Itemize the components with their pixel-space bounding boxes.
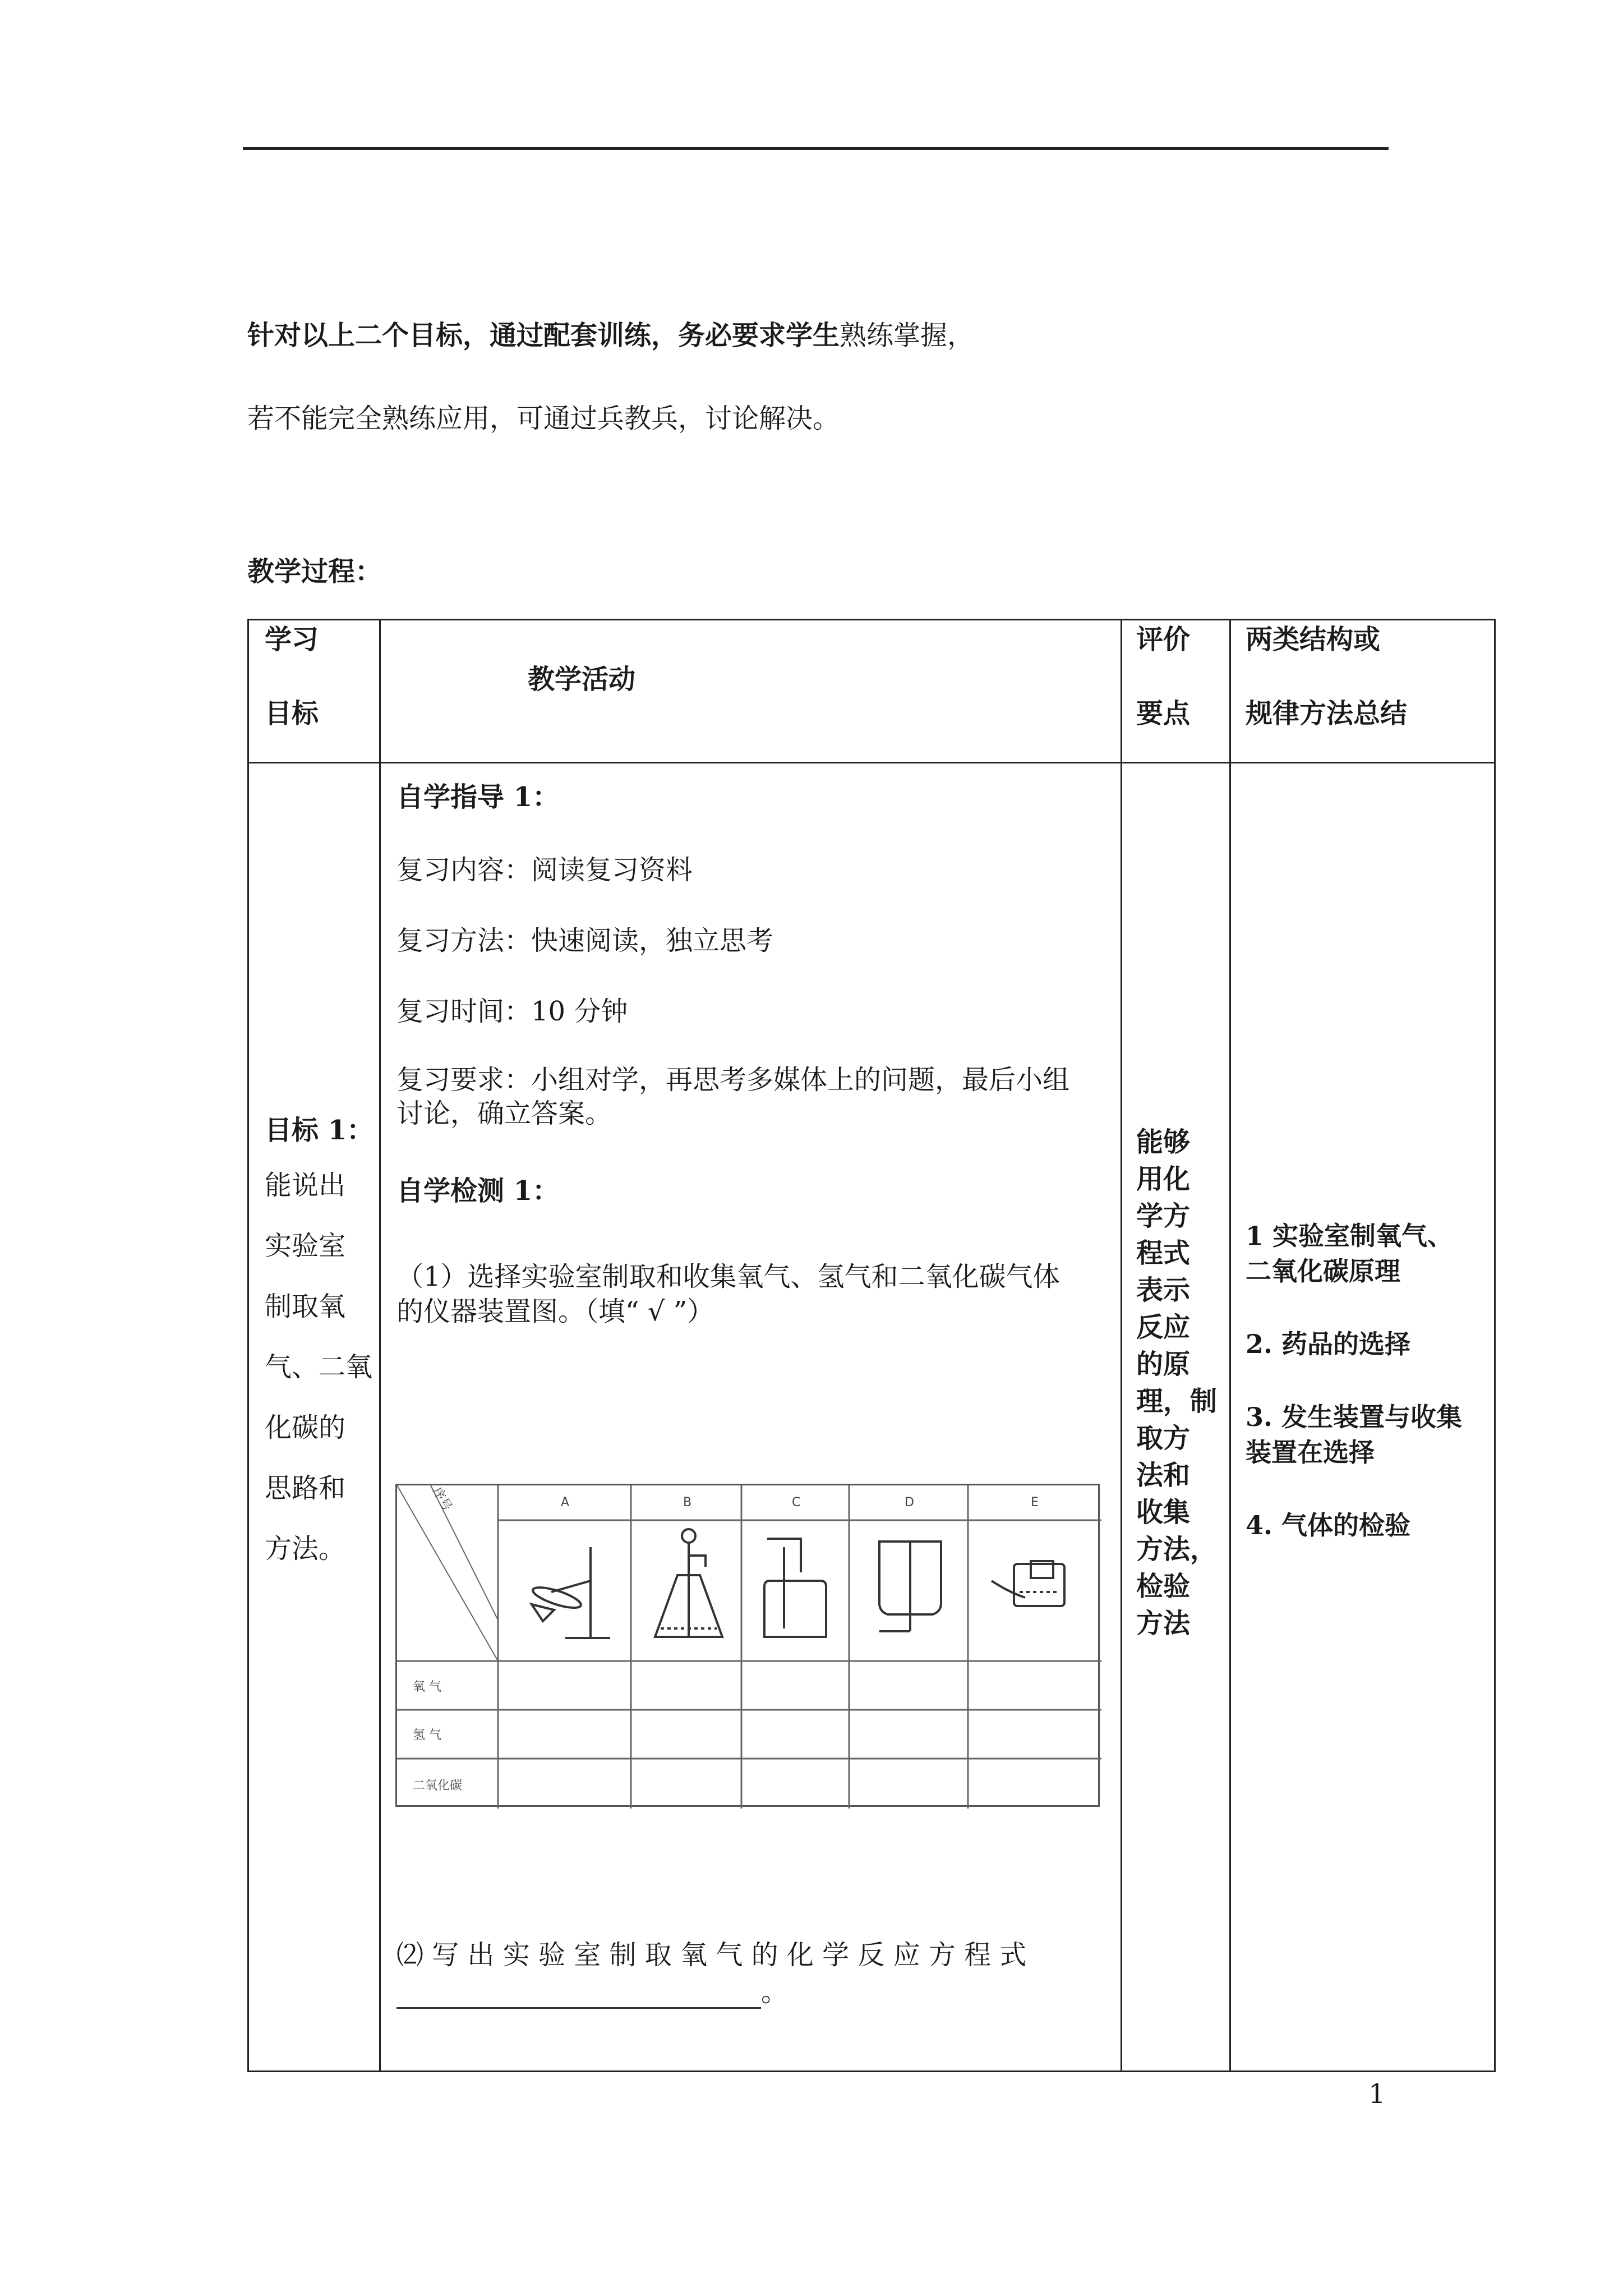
apparatus-col-c: C: [792, 1496, 801, 1510]
guide-title: 自学指导 1：: [396, 781, 560, 813]
eval-line: 反应: [1136, 1312, 1191, 1343]
summary-item-4: 4. 气体的检验: [1246, 1510, 1411, 1540]
eval-line: 表示: [1136, 1274, 1191, 1306]
question-2-end: 。: [761, 1976, 789, 2008]
apparatus-header-diag: 序号: [430, 1485, 455, 1513]
goal-line: 制取氧: [265, 1291, 346, 1322]
eval-line: 用化: [1136, 1163, 1191, 1195]
apparatus-col-e: E: [1031, 1496, 1039, 1510]
header-eval-line1: 评价: [1136, 624, 1191, 655]
question-1-line1: （1）选择实验室制取和收集氧气、氢气和二氧化碳气体: [396, 1261, 1060, 1292]
question-1-line2: 的仪器装置图。（填“ √ ”）: [396, 1296, 714, 1327]
eval-line: 程式: [1136, 1237, 1191, 1269]
activity-cell: [380, 763, 1122, 2072]
apparatus-d-icon: [879, 1542, 941, 1631]
summary-item-2: 2. 药品的选择: [1246, 1329, 1411, 1359]
apparatus-row-hydrogen: 氢 气: [413, 1728, 441, 1742]
header-eval-line2: 要点: [1136, 698, 1191, 729]
header-summary-line1: 两类结构或: [1246, 624, 1381, 655]
eval-line: 的原: [1136, 1349, 1191, 1380]
intro-normal-text: 熟练掌握，: [840, 320, 975, 351]
summary-item-3-line2: 装置在选择: [1246, 1437, 1375, 1467]
header-eval: [1122, 620, 1230, 763]
header-summary: [1230, 620, 1495, 763]
apparatus-row-oxygen: 氧 气: [413, 1680, 441, 1694]
eval-line: 收集: [1136, 1497, 1191, 1528]
goal-line: 气、二氧: [265, 1351, 373, 1383]
apparatus-table: [395, 1484, 1100, 1807]
eval-line: 法和: [1136, 1460, 1191, 1491]
goal-line: 化碳的: [265, 1412, 346, 1443]
question-2-line1: ⑵ 写 出 实 验 室 制 取 氧 气 的 化 学 反 应 方 程 式: [396, 1939, 1027, 1971]
apparatus-col-b: B: [683, 1496, 692, 1510]
review-content: 复习内容：阅读复习资料: [396, 854, 693, 886]
page-number: 1: [1368, 2078, 1386, 2110]
intro-line-1: [247, 319, 974, 352]
summary-cell: [1230, 763, 1495, 2072]
apparatus-row-co2: 二氧化碳: [413, 1779, 463, 1793]
goal-label: 目标 1：: [265, 1115, 374, 1146]
check-title: 自学检测 1：: [396, 1175, 560, 1207]
goal-line: 方法。: [265, 1533, 346, 1565]
summary-item-1-line1: 1 实验室制氧气、: [1246, 1221, 1454, 1251]
goal-line: 能说出: [265, 1170, 346, 1201]
review-requirement-line2: 讨论，确立答案。: [396, 1098, 612, 1129]
review-time: 复习时间：10 分钟: [396, 996, 628, 1027]
header-activity-label: 教学活动: [528, 664, 636, 695]
goal-line: 思路和: [265, 1473, 346, 1504]
review-requirement-line1: 复习要求：小组对学，再思考多媒体上的问题，最后小组: [396, 1064, 1070, 1096]
apparatus-col-a: A: [561, 1496, 570, 1510]
header-goal: [248, 620, 380, 763]
goal-line: 实验室: [265, 1230, 346, 1262]
table-header-row: [248, 620, 1495, 763]
eval-line: 检验: [1136, 1571, 1191, 1602]
header-goal-line2: 目标: [265, 698, 319, 729]
header-goal-line1: 学习: [265, 624, 319, 655]
teaching-process-table: [247, 619, 1496, 2072]
header-summary-line2: 规律方法总结: [1246, 698, 1408, 729]
apparatus-grid: [397, 1485, 1101, 1809]
header-activity: [380, 620, 1122, 763]
table-row-goal-1: [248, 763, 1495, 2072]
eval-line: 方法，: [1136, 1534, 1218, 1565]
summary-item-3-line1: 3. 发生装置与收集: [1246, 1402, 1463, 1432]
eval-text: [1136, 1124, 1217, 1642]
answer-blank[interactable]: [396, 1982, 761, 2009]
eval-line: 理，制: [1136, 1386, 1218, 1417]
eval-cell: [1122, 763, 1230, 2072]
header-rule: [243, 147, 1389, 150]
apparatus-a-icon: [531, 1547, 610, 1638]
apparatus-c-icon: [764, 1539, 826, 1637]
intro-bold-text: 针对以上二个目标，通过配套训练，务必要求学生: [247, 320, 840, 351]
goal-cell: [248, 763, 380, 2072]
eval-line: 方法: [1136, 1608, 1191, 1639]
question-2-answer-line: [396, 1975, 788, 2009]
apparatus-e-icon: [992, 1561, 1064, 1606]
apparatus-b-icon: [655, 1529, 722, 1637]
intro-line-2: 若不能完全熟练应用，可通过兵教兵，讨论解决。: [247, 403, 840, 434]
eval-line: 取方: [1136, 1423, 1191, 1454]
apparatus-col-d: D: [905, 1496, 914, 1510]
eval-line: 能够: [1136, 1126, 1191, 1158]
section-title: 教学过程：: [247, 556, 382, 587]
eval-line: 学方: [1136, 1200, 1191, 1232]
review-method: 复习方法：快速阅读，独立思考: [396, 925, 774, 956]
summary-item-1-line2: 二氧化碳原理: [1246, 1256, 1400, 1286]
